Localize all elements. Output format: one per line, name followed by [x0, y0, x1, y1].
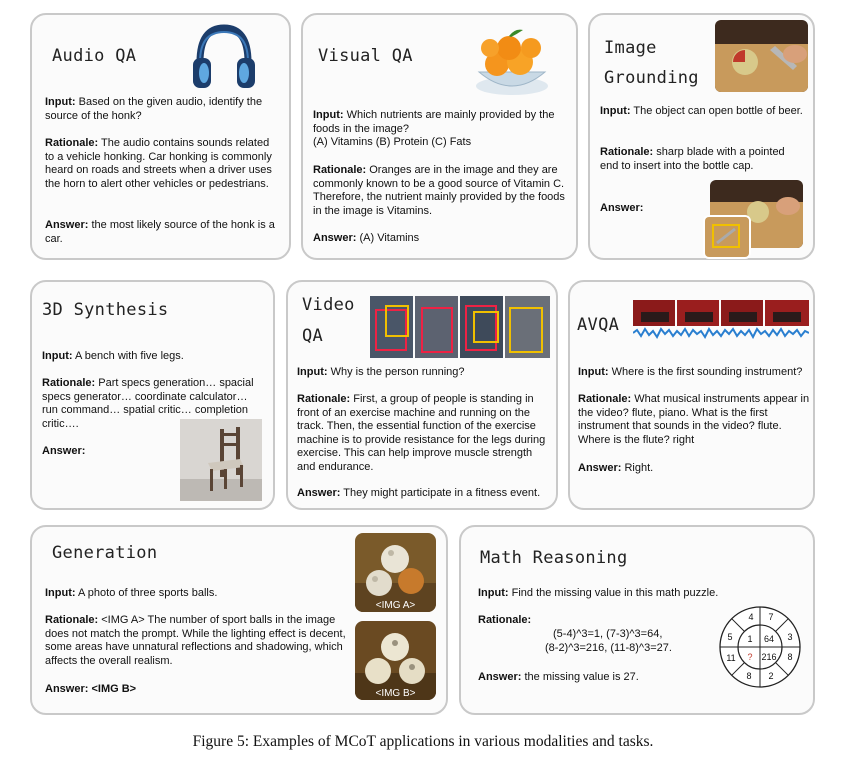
audio-qa-title: Audio QA [52, 46, 137, 66]
avqa-title: AVQA [577, 315, 620, 335]
math-rationale-line2: (8-2)^3=216, (11-8)^3=27. [545, 642, 672, 654]
puzzle-inner-3: ? [747, 652, 753, 662]
figure-caption: Figure 5: Examples of MCoT applications in various modalities and tasks. [192, 733, 654, 750]
visual-qa-title: Visual QA [318, 46, 413, 66]
img-b-label: <IMG B> [375, 688, 416, 699]
math-rationale-label: Rationale: [478, 614, 532, 626]
video-frames-image [370, 296, 550, 358]
audio-qa-input: Input: Based on the given audio, identify the source of the honk? [45, 96, 263, 122]
generation-title: Generation [52, 543, 158, 563]
img-a-label: <IMG A> [375, 600, 416, 611]
puzzle-inner-2: 216 [761, 652, 777, 662]
puzzle-outer-4: 2 [768, 671, 774, 681]
generation-input: Input: A photo of three sports balls. [45, 587, 218, 599]
image-grounding-input: Input: The object can open bottle of beer. [600, 105, 803, 117]
avqa-rationale: Rationale: What musical instruments appear in the video? flute, piano. What is the first instrument that sounds in the video? flute. Where is the flute? right [578, 393, 810, 446]
image-grounding-title-line2: Grounding [604, 68, 699, 88]
3d-synthesis-rationale: Rationale: Part specs generation… spacial specs generator… coordinate calculator… run command… spatial critic… completion critic…. [42, 377, 254, 430]
generation-rationale: Rationale: <IMG A> The number of sport balls in the image does not match the prompt. While the lighting effect is decent, some areas have unnatural reflections and shadowing, which affects the overall realism. [45, 614, 346, 667]
audio-qa-rationale: Rationale: The audio contains sounds related to a vehicle honking. Car honking is commonly heard on roads and streets when a driver uses the horn to alert other vehicles or pedestrians. [45, 137, 272, 190]
grounding-crop-image [703, 215, 751, 259]
video-qa-rationale: Rationale: First, a group of people is standing in front of an exercise machine and running on the track. Then, the essential function of the exercise machine is to provide resistance for the legs during exercise. This can help improve muscle strength and endurance. [297, 393, 546, 473]
puzzle-outer-1: 7 [768, 612, 774, 622]
generation-answer: Answer: <IMG B> [45, 683, 137, 695]
math-rationale-line1: (5-4)^3=1, (7-3)^3=64, [553, 628, 663, 640]
visual-qa-rationale: Rationale: Oranges are in the image and they are commonly known to be a good source of Vitamin C. Therefore, the nutrient mainly provided by the foods in the image is Vitamins. [313, 164, 565, 217]
math-answer: Answer: the missing value is 27. [478, 671, 639, 683]
puzzle-outer-5: 8 [746, 671, 752, 681]
math-puzzle-diagram [718, 605, 802, 689]
chair-image [180, 419, 262, 501]
concert-frames-image [633, 300, 809, 340]
3d-synthesis-input: Input: A bench with five legs. [42, 350, 184, 362]
video-qa-answer: Answer: They might participate in a fitness event. [297, 487, 541, 499]
video-qa-title-line1: Video [302, 295, 355, 315]
visual-qa-answer: Answer: (A) Vitamins [313, 232, 420, 244]
puzzle-outer-6: 11 [726, 653, 736, 663]
video-qa-title-line2: QA [302, 326, 324, 346]
avqa-answer: Answer: Right. [578, 462, 654, 474]
headphones-icon [190, 22, 258, 92]
puzzle-inner-1: 64 [763, 634, 775, 644]
math-input: Input: Find the missing value in this math puzzle. [478, 587, 719, 599]
puzzle-inner-0: 1 [747, 634, 753, 644]
image-grounding-answer: Answer: [600, 202, 644, 214]
puzzle-outer-3: 8 [787, 652, 793, 662]
audio-qa-answer: Answer: the most likely source of the honk is a car. [45, 219, 275, 245]
math-reasoning-title: Math Reasoning [480, 548, 628, 568]
cutting-board-image [715, 20, 808, 92]
3d-synthesis-title: 3D Synthesis [42, 300, 169, 320]
orange-bowl-image [465, 20, 560, 100]
avqa-input: Input: Where is the first sounding instrument? [578, 366, 803, 378]
image-grounding-title-line1: Image [604, 38, 657, 58]
video-qa-input: Input: Why is the person running? [297, 366, 465, 378]
puzzle-outer-7: 5 [727, 632, 733, 642]
puzzle-outer-2: 3 [787, 632, 793, 642]
image-grounding-rationale: Rationale: sharp blade with a pointed end to insert into the bottle cap. [600, 146, 785, 172]
3d-synthesis-answer: Answer: [42, 445, 86, 457]
puzzle-outer-0: 4 [748, 612, 754, 622]
visual-qa-input: Input: Which nutrients are mainly provided by the foods in the image? (A) Vitamins (B) Protein (C) Fats [313, 109, 555, 149]
